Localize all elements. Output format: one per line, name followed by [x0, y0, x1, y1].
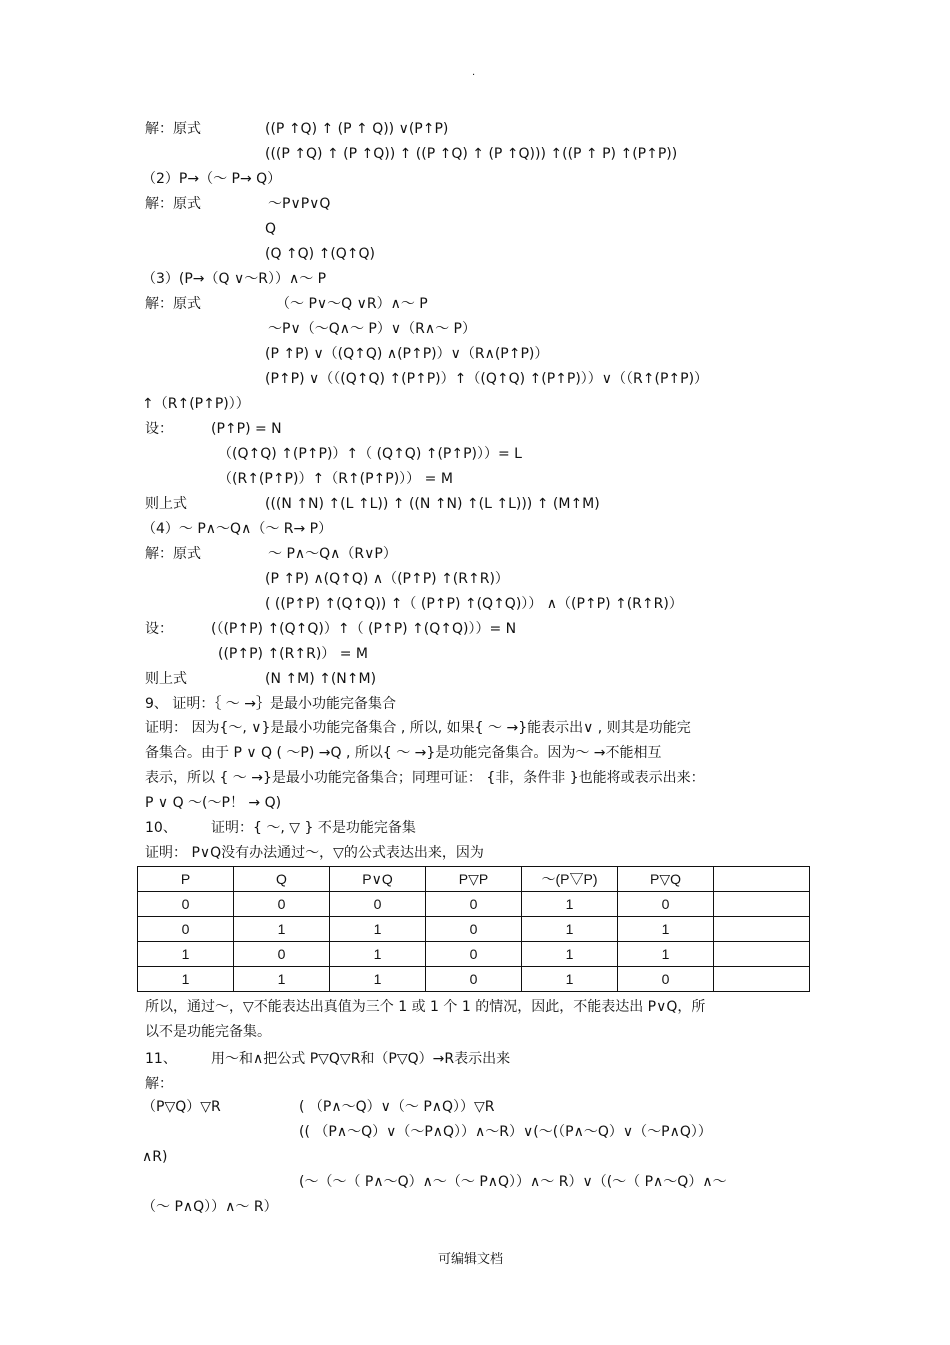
- table-cell: 1: [618, 917, 714, 942]
- table-cell: [714, 917, 810, 942]
- page-footer: 可编辑文档: [438, 1252, 504, 1267]
- table-row: [138, 892, 810, 917]
- text-line: 设：: [145, 421, 173, 437]
- table-cell: 1: [522, 892, 618, 917]
- text-line: (～（～（ P∧～Q）∧～（～ P∧Q））∧～ R）∨（(～（ P∧～Q）∧～: [299, 1174, 727, 1190]
- table-cell: 0: [618, 892, 714, 917]
- text-line: 解：: [145, 1076, 173, 1092]
- text-line: 备集合。由于 P ∨ Q ( ～P) →Q , 所以{ ～ →}是功能完备集合。因为～ →不能相互: [145, 745, 662, 761]
- table-cell: 0: [426, 967, 522, 992]
- table-cell: 0: [138, 917, 234, 942]
- table-header-row: [138, 867, 810, 892]
- header-mark: ·: [472, 70, 476, 81]
- text-line: 11、: [145, 1051, 177, 1067]
- text-line: ((P↑P) ↑(R↑R)） = M: [218, 646, 369, 662]
- table-cell: [714, 867, 810, 892]
- text-line: （2）P→（～ P→ Q）: [142, 171, 282, 187]
- text-line: （(R↑(P↑P)）↑（R↑(P↑P)）） = M: [218, 471, 453, 487]
- text-line: 表示，所以 { ～ →}是最小功能完备集合；同理可证： {非，条件非 }也能将或表示出来：: [145, 770, 705, 786]
- table-cell: 0: [426, 942, 522, 967]
- table-cell: P▽P: [426, 867, 522, 892]
- text-line: 解：原式: [145, 121, 201, 137]
- table-cell: 0: [330, 892, 426, 917]
- text-line: ～P∨（～Q∧～ P）∨（R∧～ P）: [268, 321, 476, 337]
- text-line: (P ↑P) ∧(Q↑Q) ∧（(P↑P) ↑(R↑R)）: [265, 571, 509, 587]
- table-cell: 0: [138, 892, 234, 917]
- text-line: （～ P∨～Q ∨R）∧～ P: [276, 296, 428, 312]
- table-cell: 1: [330, 967, 426, 992]
- table-cell: 1: [522, 967, 618, 992]
- text-line: （P▽Q）▽R: [142, 1099, 221, 1115]
- table-cell: 1: [330, 917, 426, 942]
- text-line: ( ((P↑P) ↑(Q↑Q)) ↑（ (P↑P) ↑(Q↑Q)）） ∧（(P↑P) ↑(R↑R)）: [265, 596, 683, 612]
- table-cell: 1: [522, 942, 618, 967]
- text-line: (((P ↑Q) ↑ (P ↑Q)) ↑ ((P ↑Q) ↑ (P ↑Q))) ↑((P ↑ P) ↑(P↑P)): [265, 146, 678, 162]
- text-line: ↑（R↑(P↑P)））: [142, 396, 250, 412]
- text-line: （～ P∧Q））∧～ R）: [142, 1199, 278, 1215]
- text-line: 10、: [145, 820, 177, 836]
- text-line: (P↑P) ∨（（(Q↑Q) ↑(P↑P)）↑（(Q↑Q) ↑(P↑P)））∨（（R↑(P↑P)）: [265, 371, 709, 387]
- table-cell: [714, 942, 810, 967]
- table-cell: 1: [330, 942, 426, 967]
- text-line: 证明： 因为{～, ∨}是最小功能完备集合 , 所以, 如果{ ～ →}能表示出∨ , 则其是功能完: [145, 720, 691, 736]
- table-cell: 0: [426, 892, 522, 917]
- text-line: （3）(P→（Q ∨～R））∧～ P: [142, 271, 327, 287]
- text-line: 所以，通过～，▽不能表达出真值为三个 1 或 1 个 1 的情况，因此，不能表达出 P∨Q，所: [145, 999, 706, 1015]
- table-cell: 1: [618, 942, 714, 967]
- table-cell: 1: [522, 917, 618, 942]
- table-cell: Q: [234, 867, 330, 892]
- table-cell: 0: [426, 917, 522, 942]
- text-line: 设：: [145, 621, 173, 637]
- table-cell: 1: [234, 917, 330, 942]
- text-line: （(Q↑Q) ↑(P↑P)）↑（ (Q↑Q) ↑(P↑P)））= L: [218, 446, 522, 462]
- table-cell: 0: [234, 892, 330, 917]
- text-line: 则上式: [145, 671, 187, 687]
- text-line: (( （P∧～Q）∨（～P∧Q））∧～R）∨(～(（P∧～Q）∨（～P∧Q））: [299, 1124, 712, 1140]
- text-line: (P ↑P) ∨（(Q↑Q) ∧(P↑P)）∨（R∧(P↑P)）: [265, 346, 549, 362]
- table-cell: 0: [234, 942, 330, 967]
- text-line: 9、 证明：｛ ～ →｝是最小功能完备集合: [145, 696, 396, 712]
- text-line: 证明：{ ～, ▽ } 不是功能完备集: [211, 820, 416, 836]
- table-cell: P∨Q: [330, 867, 426, 892]
- table-cell: ～(P▽P): [522, 867, 618, 892]
- text-line: ( （P∧～Q）∨（～ P∧Q））▽R: [299, 1099, 495, 1115]
- text-line: Q: [265, 221, 277, 237]
- text-line: 以不是功能完备集。: [145, 1024, 271, 1040]
- table-cell: 0: [618, 967, 714, 992]
- text-line: P ∨ Q ～(～P！ → Q): [145, 795, 282, 811]
- text-line: （4）～ P∧～Q∧（～ R→ P）: [142, 521, 333, 537]
- table-cell: 1: [234, 967, 330, 992]
- table-row: [138, 967, 810, 992]
- text-line: (N ↑M) ↑(N↑M): [265, 671, 377, 687]
- table-cell: 1: [138, 967, 234, 992]
- text-line: ∧R): [142, 1149, 168, 1165]
- text-line: 证明： P∨Q没有办法通过～，▽的公式表达出来，因为: [145, 845, 484, 861]
- table-cell: [714, 967, 810, 992]
- table-row: [138, 942, 810, 967]
- text-line: (((N ↑N) ↑(L ↑L)) ↑ ((N ↑N) ↑(L ↑L))) ↑ (M↑M): [265, 496, 600, 512]
- truth-table: [137, 866, 810, 992]
- text-line: 用～和∧把公式 P▽Q▽R和（P▽Q）→R表示出来: [211, 1051, 511, 1067]
- text-line: 解：原式: [145, 546, 201, 562]
- table-cell: [714, 892, 810, 917]
- text-line: ((P ↑Q) ↑ (P ↑ Q)) ∨(P↑P): [265, 121, 449, 137]
- table-cell: 1: [138, 942, 234, 967]
- text-line: 则上式: [145, 496, 187, 512]
- table-cell: P▽Q: [618, 867, 714, 892]
- text-line: ～ P∧～Q∧（R∨P）: [268, 546, 397, 562]
- table-row: [138, 917, 810, 942]
- text-line: 解：原式: [145, 296, 201, 312]
- text-line: (（(P↑P) ↑(Q↑Q)）↑（ (P↑P) ↑(Q↑Q)））= N: [211, 621, 517, 637]
- text-line: ～P∨P∨Q: [268, 196, 331, 212]
- text-line: (P↑P) = N: [211, 421, 282, 437]
- text-line: (Q ↑Q) ↑(Q↑Q): [265, 246, 376, 262]
- table-cell: P: [138, 867, 234, 892]
- text-line: 解：原式: [145, 196, 201, 212]
